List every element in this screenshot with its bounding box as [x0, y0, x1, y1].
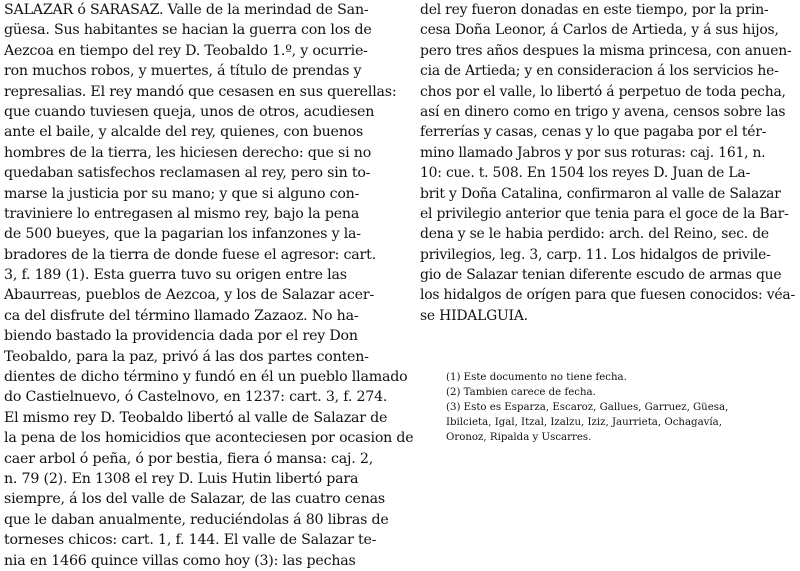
footnote-gap	[420, 326, 790, 370]
text-line: la pena de los homicidios que aconteciesen por ocasion de	[4, 430, 414, 447]
text-line: pero tres años despues la misma princesa, con anuen-	[420, 42, 792, 59]
footnote-line: Oronoz, Ripalda y Uscarres.	[446, 432, 592, 444]
text-line: nia en 1466 quince villas como hoy (3): las pechas	[4, 552, 356, 569]
text-line: brit y Doña Catalina, confirmaron al valle de Salazar	[420, 185, 781, 202]
right-column	[420, 0, 795, 445]
text-line: represalias. El rey mandó que cesasen en sus querellas:	[4, 83, 397, 100]
text-line: caer arbol ó peña, ó por bestia, fiera ó mansa: caj. 2,	[4, 450, 374, 467]
text-line: 3, f. 189 (1). Esta guerra tuvo su origen entre las	[4, 267, 347, 284]
text-line: dientes de dicho término y fundó en él un pueblo llamado	[4, 369, 408, 386]
text-line: gio de Salazar tenian diferente escudo de armas que	[420, 267, 782, 284]
text-line: 10: cue. t. 508. En 1504 los reyes D. Juan de La-	[420, 165, 750, 182]
text-line: hombres de la tierra, les hiciesen derecho: que si no	[4, 144, 372, 161]
footnotes	[420, 370, 790, 445]
text-line: cia de Artieda; y en consideracion á los servicios he-	[420, 63, 779, 80]
text-line: se HIDALGUIA.	[420, 307, 528, 324]
text-line: ca del disfrute del término llamado Zazaoz. No ha-	[4, 307, 359, 324]
left-column	[4, 0, 414, 571]
text-line: bradores de la tierra de donde fuese el agresor: cart.	[4, 246, 376, 263]
footnote-line: (3) Esto es Esparza, Escaroz, Gallues, Garruez, Güesa,	[446, 402, 729, 414]
text-line: ron muchos robos, y muertes, á título de prendas y	[4, 63, 362, 80]
text-line: Aezcoa en tiempo del rey D. Teobaldo 1.º, y ocurrie-	[4, 42, 368, 59]
text-line: n. 79 (2). En 1308 el rey D. Luis Hutin libertó para	[4, 470, 359, 487]
text-line: del rey fueron donadas en este tiempo, por la prin-	[420, 2, 769, 18]
text-line: que cuando tuviesen queja, unos de otros, acudiesen	[4, 103, 375, 120]
text-line: de 500 bueyes, que la pagarian los infanzones y la-	[4, 226, 361, 243]
text-line: ferrerías y casas, cenas y lo que pagaba por el tér-	[420, 124, 767, 141]
footnote-line: (1) Este documento no tiene fecha.	[446, 372, 627, 384]
text-line: que le daban anualmente, reduciéndolas á 80 libras de	[4, 511, 389, 528]
text-line: así en dinero como en trigo y avena, censos sobre las	[420, 103, 786, 120]
text-line: dena y se le habia perdido: arch. del Reino, sec. de	[420, 226, 769, 243]
text-line: biendo bastado la providencia dada por el rey Don	[4, 328, 358, 345]
text-line: El mismo rey D. Teobaldo libertó al valle de Salazar de	[4, 409, 388, 426]
text-line: el privilegio anterior que tenia para el goce de la Bar-	[420, 205, 789, 222]
text-line: marse la justicia por su mano; y que si alguno con-	[4, 185, 360, 202]
text-line: Abaurreas, pueblos de Aezcoa, y los de Salazar acer-	[4, 287, 375, 304]
text-line: traviniere lo entregasen al mismo rey, bajo la pena	[4, 205, 360, 222]
text-line: ante el baile, y alcalde del rey, quienes, con buenos	[4, 124, 364, 141]
text-line: privilegios, leg. 3, carp. 11. Los hidalgos de privile-	[420, 246, 771, 263]
text-line: torneses chicos: cart. 1, f. 144. El valle de Salazar te-	[4, 532, 377, 549]
text-line: güesa. Sus habitantes se hacian la guerra con los de	[4, 22, 372, 39]
footnote-line: (2) Tambien carece de fecha.	[446, 387, 596, 399]
text-line: mino llamado Jabros y por sus roturas: caj. 161, n.	[420, 144, 766, 161]
text-line: Teobaldo, para la paz, privó á las dos partes conten-	[4, 348, 369, 365]
text-line: quedaban satisfechos reclamasen al rey, pero sin to-	[4, 165, 371, 182]
text-line: los hidalgos de orígen para que fuesen conocidos: véa-	[420, 287, 795, 304]
text-line: do Castielnuevo, ó Castelnovo, en 1237: cart. 3, f. 274.	[4, 389, 388, 406]
text-line: SALAZAR ó SARASAZ. Valle de la merindad de San-	[4, 2, 369, 18]
text-line: siempre, á los del valle de Salazar, de las cuatro cenas	[4, 491, 385, 508]
text-line: chos por el valle, lo libertó á perpetuo de toda pecha,	[420, 83, 786, 100]
text-line: cesa Doña Leonor, á Carlos de Artieda, y á sus hijos,	[420, 22, 779, 39]
footnote-line: Ibilcieta, Igal, Itzal, Izalzu, Iziz, Jaurrieta, Ochagavía,	[446, 417, 722, 429]
